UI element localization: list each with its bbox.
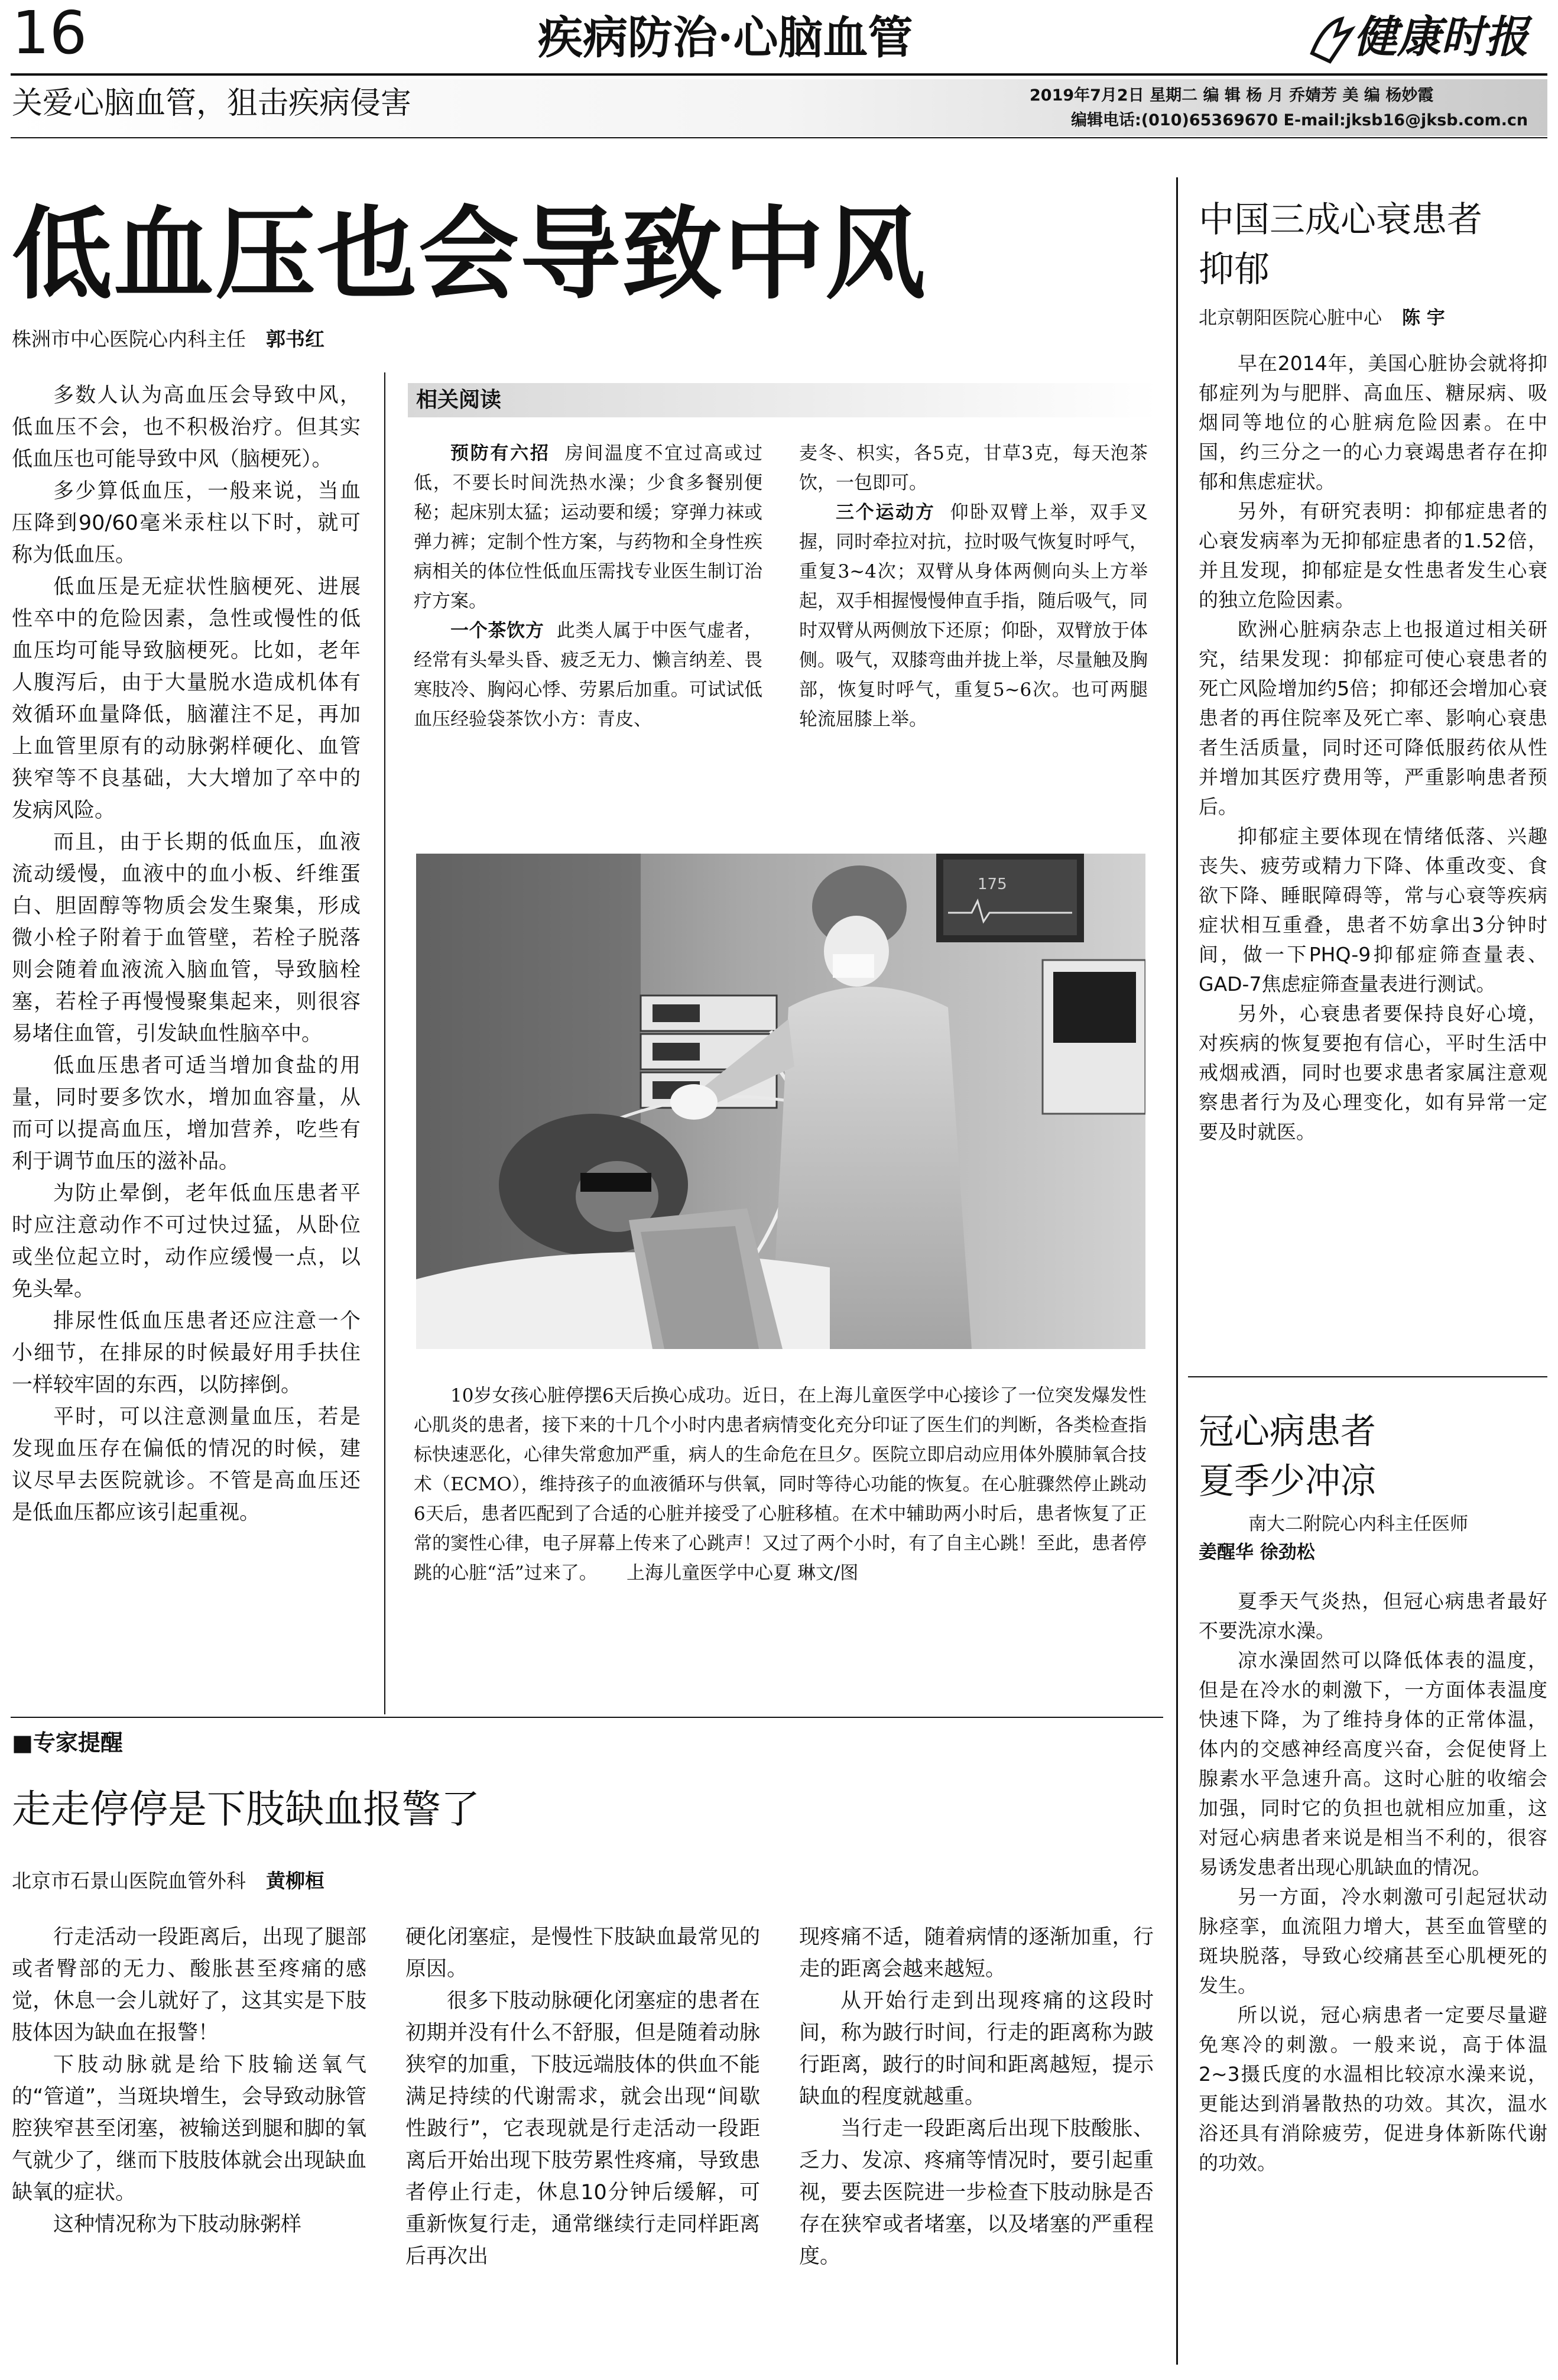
logo-emblem-icon <box>1306 12 1356 65</box>
paragraph: 为防止晕倒，老年低血压患者平时应注意动作不可过快过猛，从卧位或坐位起立时，动作应缓慢一点，以免头晕。 <box>12 1182 361 1301</box>
date-editors: 2019年7月2日 星期二 编 辑 杨 月 乔婧芳 美 编 杨妙霞 <box>1030 86 1434 105</box>
paragraph: 排尿性低血压患者还应注意一个小细节，在排尿的时候最好用手扶住一样较牢固的东西，以防摔倒。 <box>12 1309 361 1397</box>
sidebar1-author-name: 陈 宇 <box>1402 307 1445 329</box>
photo-credit: 上海儿童医学中心夏 琳文/图 <box>626 1562 859 1584</box>
paragraph: 夏季天气炎热，但冠心病患者最好不要洗凉水澡。 <box>1199 1590 1547 1642</box>
sidebar1-headline <box>1199 195 1547 294</box>
related-text: 麦冬、枳实，各5克，甘草3克，每天泡茶饮，一包即可。 <box>799 443 1148 494</box>
logo-text: 健康时报 <box>1353 12 1528 63</box>
sidebar-rule <box>1188 1376 1547 1377</box>
main-author-name: 郭书红 <box>266 328 324 351</box>
expert-section-label: ■专家提醒 <box>12 1730 123 1756</box>
sidebar2-title-line2: 夏季少冲凉 <box>1199 1461 1376 1502</box>
paragraph: 早在2014年，美国心脏协会就将抑郁症列为与肥胖、高血压、糖尿病、吸烟同等地位的心脏病危险因素。在中国，约三分之一的心力衰竭患者存在抑郁和焦虑症状。 <box>1199 352 1547 493</box>
expert-col3 <box>799 1921 1154 2272</box>
sidebar2-title-line1: 冠心病患者 <box>1199 1411 1376 1452</box>
monitor-reading: 175 <box>978 876 1007 893</box>
sidebar1-byline <box>1199 303 1445 329</box>
related-lead: 一个茶饮方 <box>450 620 544 641</box>
section-rule <box>11 137 1547 138</box>
paragraph: 很多下肢动脉硬化闭塞症的患者在初期并没有什么不舒服，但是随着动脉狭窄的加重，下肢远端肢体的供血不能满足持续的代谢需求，就会出现“间歇性跛行”，它表现就是行走活动一段距离后开始出现下肢劳累性疼痛，导致患者停止行走，休息10分钟后缓解，可重新恢复行走，通常继续行走同样距离后再次出 <box>405 1989 760 2268</box>
paragraph: 凉水澡固然可以降低体表的温度，但是在冷水的刺激下，一方面体表温度快速下降，为了维持身体的正常体温，体内的交感神经高度兴奋，会促使肾上腺素水平急速升高。这时心脏的收缩会加强，同时它的负担也就相应加重，这对冠心病患者来说是相当不利的，很容易诱发患者出现心肌缺血的情况。 <box>1199 1649 1547 1879</box>
caption-text: 10岁女孩心脏停摆6天后换心成功。近日，在上海儿童医学中心接诊了一位突发爆发性心肌炎的患者，接下来的十几个小时内患者病情变化充分印证了医生们的判断，各类检查指标快速恶化，心律失常愈加严重，病人的生命危在旦夕。医院立即启动应用体外膜肺氧合技术（ECMO），维持孩子的血液循环与供氧，同时等待心功能的恢复。在心脏骤然停止跳动6天后，患者匹配到了合适的心脏并接受了心脏移植。在术中辅助两小时后，患者恢复了正常的窦性心律，电子屏幕上传来了心跳声！又过了两个小时，有了自主心跳！至此，患者停跳的心脏“活”过来了。 <box>414 1385 1147 1584</box>
column-divider <box>384 372 385 1714</box>
related-text: 房间温度不宜过高或过低，不要长时间洗热水澡；少食多餐别便秘；起床别太猛；运动要和缓；穿弹力袜或弹力裤；定制个性方案，与药物和全身性疾病相关的体位性低血压需找专业医生制订治疗方案。 <box>414 443 763 612</box>
slogan: 关爱心脑血管，狙击疾病侵害 <box>12 86 412 121</box>
paragraph: 另一方面，冷水刺激可引起冠状动脉痉挛，血流阻力增大，甚至血管壁的斑块脱落，导致心绞痛甚至心肌梗死的发生。 <box>1199 1885 1547 1997</box>
paragraph: 欧洲心脏病杂志上也报道过相关研究，结果发现：抑郁症可使心衰患者的死亡风险增加约5倍；抑郁还会增加心衰患者的再住院率及死亡率、影响心衰患者生活质量，同时还可降低服药依从性并增加其医疗费用等，严重影响患者预后。 <box>1199 618 1547 818</box>
expert-author-org: 北京市石景山医院血管外科 <box>12 1869 246 1892</box>
paragraph: 所以说，冠心病患者一定要尽量避免寒冷的刺激。一般来说，高于体温2~3摄氏度的水温相比较凉水澡来说，更能达到消暑散热的功效。其次，温水浴还具有消除疲劳，促进身体新陈代谢的功效。 <box>1199 2003 1547 2174</box>
paragraph: 多数人认为高血压会导致中风，低血压不会，也不积极治疗。但其实低血压也可能导致中风（脑梗死）。 <box>12 384 361 471</box>
paragraph: 多少算低血压，一般来说，当血压降到90/60毫米汞柱以下时，就可称为低血压。 <box>12 479 361 567</box>
main-byline <box>12 324 324 352</box>
sidebar2-body <box>1199 1587 1547 2178</box>
sidebar1-title-line2: 抑郁 <box>1199 249 1270 290</box>
editor-contact: 编辑电话:(010)65369670 E-mail:jksb16@jksb.com.cn <box>1071 111 1528 129</box>
sidebar1-body <box>1199 349 1547 1147</box>
sidebar2-author-org: 南大二附院心内科主任医师 <box>1248 1513 1468 1535</box>
expert-author-name: 黄柳桓 <box>266 1869 324 1892</box>
paragraph: 抑郁症主要体现在情绪低落、兴趣丧失、疲劳或精力下降、体重改变、食欲下降、睡眠障碍等，常与心衰等疾病症状相互重叠，患者不妨拿出3分钟时间，做一下PHQ-9抑郁症筛查量表、GAD-7焦虑症筛查量表进行测试。 <box>1199 825 1547 996</box>
expert-col2 <box>405 1921 760 2272</box>
main-author-org: 株洲市中心医院心内科主任 <box>12 328 246 351</box>
paragraph: 低血压是无症状性脑梗死、进展性卒中的危险因素，急性或慢性的低血压均可能导致脑梗死。比如，老年人腹泻后，由于大量脱水造成机体有效循环血量降低，脑灌注不足，再加上血管里原有的动脉粥样硬化、血管狭窄等不良基础，大大增加了卒中的发病风险。 <box>12 575 361 822</box>
related-lead: 预防有六招 <box>450 443 550 464</box>
paragraph: 行走活动一段距离后，出现了腿部或者臀部的无力、酸胀甚至疼痛的感觉，休息一会儿就好了，这其实是下肢肢体因为缺血在报警！ <box>12 1925 366 2045</box>
sidebar-divider <box>1176 177 1178 2365</box>
sidebar1-author-org: 北京朝阳医院心脏中心 <box>1199 307 1382 329</box>
related-reading-col2 <box>799 439 1148 734</box>
related-reading-label: 相关阅读 <box>416 388 502 412</box>
paragraph: 而且，由于长期的低血压，血液流动缓慢，血液中的血小板、纤维蛋白、胆固醇等物质会发生聚集，形成微小栓子附着于血管壁，若栓子脱落则会随着血液流入脑血管，导致脑栓塞，若栓子再慢慢聚集起来，则很容易堵住血管，引发缺血性脑卒中。 <box>12 831 361 1046</box>
paragraph: 这种情况称为下肢动脉粥样 <box>53 2213 302 2236</box>
paragraph: 从开始行走到出现疼痛的这段时间，称为跛行时间，行走的距离称为跛行距离，跛行的时间和距离越短，提示缺血的程度就越重。 <box>799 1989 1154 2109</box>
paragraph: 平时，可以注意测量血压，若是发现血压存在偏低的情况的时候，建议尽早去医院就诊。不管是高血压还是低血压都应该引起重视。 <box>12 1405 361 1525</box>
expert-headline: 走走停停是下肢缺血报警了 <box>12 1786 480 1832</box>
related-text: 此类人属于中医气虚者，经常有头晕头昏、疲乏无力、懒言纳差、畏寒肢冷、胸闷心悸、劳累后加重。可试试低血压经验袋茶饮小方：青皮、 <box>414 620 763 730</box>
paragraph: 另外，心衰患者要保持良好心境，对疾病的恢复要抱有信心，平时生活中戒烟戒酒，同时也要求患者家属注意观察患者行为及心理变化，如有异常一定要及时就医。 <box>1199 1002 1547 1143</box>
paragraph: 硬化闭塞症，是慢性下肢缺血最常见的原因。 <box>405 1925 760 1981</box>
paragraph: 下肢动脉就是给下肢输送氧气的“管道”，当斑块增生，会导致动脉管腔狭窄甚至闭塞，被输送到腿和脚的氧气就少了，继而下肢肢体就会出现缺血缺氧的症状。 <box>12 2053 366 2204</box>
related-reading-col1 <box>414 439 762 734</box>
expert-col1 <box>12 1921 366 2240</box>
paragraph: 另外，有研究表明：抑郁症患者的心衰发病率为无抑郁症患者的1.52倍，并且发现，抑郁症是女性患者发生心衰的独立危险因素。 <box>1199 500 1547 611</box>
news-photo <box>416 854 1145 1349</box>
sidebar2-headline <box>1199 1407 1547 1506</box>
expert-byline <box>12 1866 324 1893</box>
header-rule <box>11 73 1547 76</box>
section-rule <box>11 1717 1163 1718</box>
photo-caption <box>414 1381 1147 1588</box>
sidebar2-author-names: 姜醒华 徐劲松 <box>1199 1542 1315 1563</box>
sidebar1-title-line1: 中国三成心衰患者 <box>1199 199 1482 241</box>
related-text: 仰卧双臂上举，双手叉握，同时牵拉对抗，拉时吸气恢复时呼气，重复3~4次；双臂从身体两侧向头上方举起，双手相握慢慢伸直手指，随后吸气，同时双臂从两侧放下还原；仰卧，双臂放于体侧。吸气，双膝弯曲并拢上举，尽量触及胸部，恢复时呼气，重复5~6次。也可两腿轮流屈膝上举。 <box>799 502 1148 730</box>
related-lead: 三个运动方 <box>836 502 936 523</box>
main-article-body <box>12 380 361 1529</box>
paragraph: 现疼痛不适，随着病情的逐渐加重，行走的距离会越来越短。 <box>799 1925 1154 1981</box>
paragraph: 低血压患者可适当增加食盐的用量，同时要多饮水，增加血容量，从而可以提高血压，增加营养，吃些有利于调节血压的滋补品。 <box>12 1054 361 1173</box>
paragraph: 当行走一段距离后出现下肢酸胀、乏力、发凉、疼痛等情况时，要引起重视，要去医院进一步检查下肢动脉是否存在狭窄或者堵塞，以及堵塞的严重程度。 <box>799 2117 1154 2268</box>
page-number: 16 <box>12 0 87 67</box>
main-headline: 低血压也会导致中风 <box>12 195 927 313</box>
related-reading-label-box <box>408 383 1158 417</box>
hospital-scene-illustration <box>416 854 1145 1349</box>
section-title: 疾病防治·心脑血管 <box>538 11 913 64</box>
